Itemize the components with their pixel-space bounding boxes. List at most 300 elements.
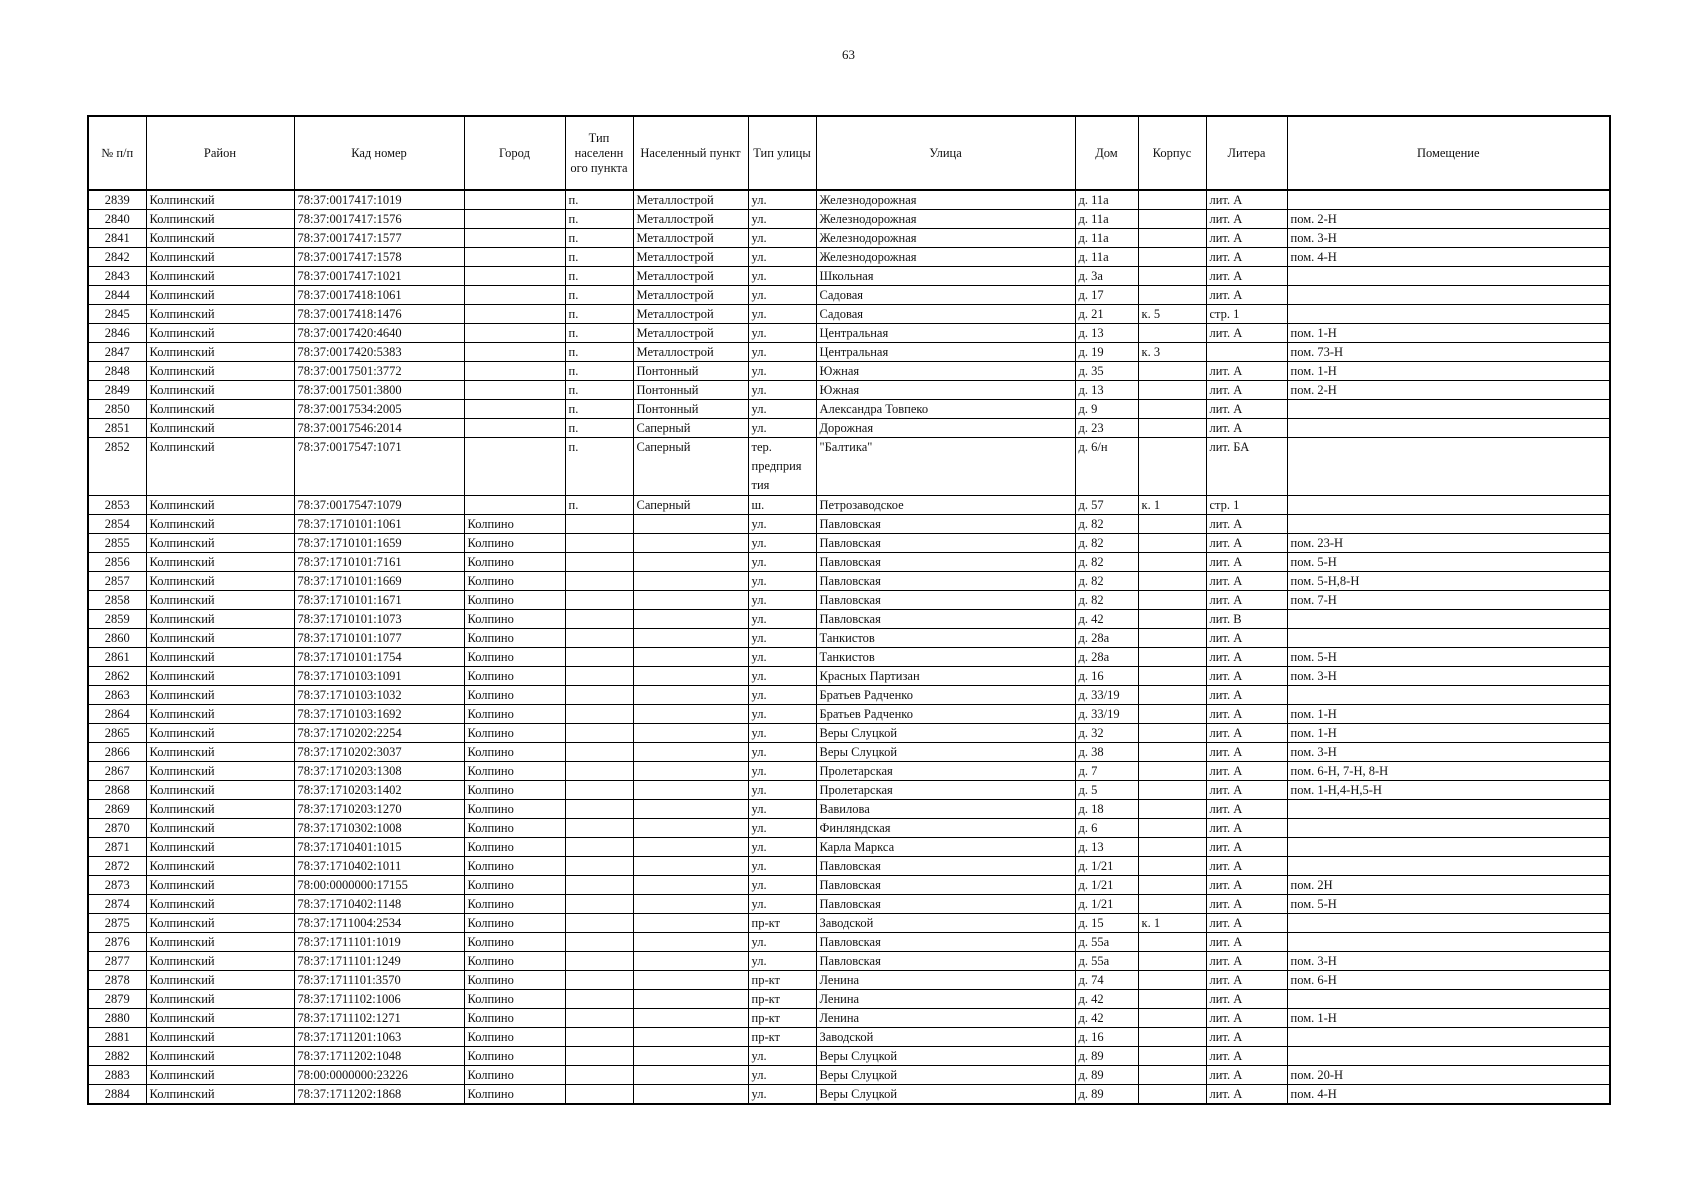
cell-premises (1287, 857, 1610, 876)
cell-locality-type (565, 895, 633, 914)
cell-street-type: ул. (748, 629, 816, 648)
cell-house: д. 19 (1075, 343, 1138, 362)
cell-building (1138, 705, 1206, 724)
cell-cadastral: 78:37:1711102:1271 (294, 1009, 464, 1028)
cell-letter (1206, 343, 1287, 362)
cell-letter: лит. А (1206, 1028, 1287, 1047)
cell-locality-type (565, 1066, 633, 1085)
column-header-cadastral: Кад номер (294, 116, 464, 190)
cell-locality (633, 1047, 748, 1066)
cell-district: Колпинский (146, 990, 294, 1009)
table-row (88, 876, 1610, 895)
cell-house: д. 82 (1075, 553, 1138, 572)
cell-house: д. 89 (1075, 1047, 1138, 1066)
cell-premises (1287, 267, 1610, 286)
cell-district: Колпинский (146, 572, 294, 591)
cell-locality-type: п. (565, 190, 633, 210)
cell-num: 2859 (88, 610, 146, 629)
cell-street: Павловская (816, 857, 1075, 876)
table-row (88, 381, 1610, 400)
cell-building (1138, 534, 1206, 553)
cell-district: Колпинский (146, 496, 294, 515)
cell-house: д. 5 (1075, 781, 1138, 800)
cell-locality: Металлострой (633, 229, 748, 248)
table-row (88, 610, 1610, 629)
cell-letter: лит. А (1206, 952, 1287, 971)
cell-locality: Металлострой (633, 286, 748, 305)
table-row (88, 705, 1610, 724)
cell-building (1138, 838, 1206, 857)
cell-locality (633, 895, 748, 914)
cell-premises (1287, 190, 1610, 210)
cell-letter: лит. А (1206, 248, 1287, 267)
cell-premises: пом. 4-Н (1287, 1085, 1610, 1105)
cell-street: Павловская (816, 572, 1075, 591)
column-header-city: Город (464, 116, 565, 190)
cell-city (464, 210, 565, 229)
column-header-num: № п/п (88, 116, 146, 190)
cell-street-type: ул. (748, 876, 816, 895)
table-row (88, 419, 1610, 438)
cell-house: д. 17 (1075, 286, 1138, 305)
cell-house: д. 16 (1075, 667, 1138, 686)
cell-num: 2866 (88, 743, 146, 762)
cell-district: Колпинский (146, 438, 294, 496)
cell-letter: лит. А (1206, 895, 1287, 914)
cell-street-type: ул. (748, 895, 816, 914)
cell-cadastral: 78:37:1710401:1015 (294, 838, 464, 857)
cell-building (1138, 743, 1206, 762)
cell-street: Вавилова (816, 800, 1075, 819)
cell-street-type: ул. (748, 343, 816, 362)
cell-premises: пом. 1-Н (1287, 324, 1610, 343)
cell-city: Колпино (464, 933, 565, 952)
cell-num: 2851 (88, 419, 146, 438)
cell-district: Колпинский (146, 800, 294, 819)
table-row (88, 229, 1610, 248)
cell-locality-type (565, 857, 633, 876)
cell-locality-type (565, 876, 633, 895)
cell-num: 2883 (88, 1066, 146, 1085)
cell-building (1138, 762, 1206, 781)
cell-letter: лит. А (1206, 762, 1287, 781)
cell-district: Колпинский (146, 724, 294, 743)
cell-building (1138, 381, 1206, 400)
cell-district: Колпинский (146, 210, 294, 229)
cell-street: Павловская (816, 876, 1075, 895)
cell-locality (633, 629, 748, 648)
cell-street: Павловская (816, 952, 1075, 971)
cell-locality (633, 990, 748, 1009)
table-row (88, 210, 1610, 229)
cell-premises (1287, 515, 1610, 534)
cell-letter: лит. А (1206, 591, 1287, 610)
cell-building (1138, 629, 1206, 648)
cell-premises: пом. 20-Н (1287, 1066, 1610, 1085)
cell-num: 2869 (88, 800, 146, 819)
cell-district: Колпинский (146, 952, 294, 971)
cell-letter: стр. 1 (1206, 305, 1287, 324)
table-row (88, 857, 1610, 876)
cell-num: 2884 (88, 1085, 146, 1105)
cell-num: 2873 (88, 876, 146, 895)
cell-building (1138, 1085, 1206, 1105)
cell-house: д. 7 (1075, 762, 1138, 781)
cell-house: д. 6 (1075, 819, 1138, 838)
cell-locality-type (565, 667, 633, 686)
cell-num: 2865 (88, 724, 146, 743)
cell-city: Колпино (464, 629, 565, 648)
cell-locality-type (565, 1028, 633, 1047)
cell-locality-type (565, 553, 633, 572)
cell-cadastral: 78:37:1711101:1019 (294, 933, 464, 952)
cell-house: д. 18 (1075, 800, 1138, 819)
cell-district: Колпинский (146, 895, 294, 914)
cell-city (464, 190, 565, 210)
cell-num: 2849 (88, 381, 146, 400)
cell-num: 2868 (88, 781, 146, 800)
cell-street: Ленина (816, 990, 1075, 1009)
cell-house: д. 23 (1075, 419, 1138, 438)
cell-house: д. 33/19 (1075, 705, 1138, 724)
cell-num: 2861 (88, 648, 146, 667)
table-header-row (88, 116, 1610, 190)
cell-street-type: ул. (748, 286, 816, 305)
cell-letter: лит. А (1206, 1047, 1287, 1066)
cell-letter: лит. А (1206, 1066, 1287, 1085)
cell-street: Заводской (816, 914, 1075, 933)
cell-building: к. 5 (1138, 305, 1206, 324)
cell-city: Колпино (464, 1009, 565, 1028)
cell-locality: Саперный (633, 496, 748, 515)
cell-street: Дорожная (816, 419, 1075, 438)
cell-cadastral: 78:37:0017501:3772 (294, 362, 464, 381)
cell-cadastral: 78:37:0017417:1576 (294, 210, 464, 229)
cell-city (464, 381, 565, 400)
cell-num: 2878 (88, 971, 146, 990)
table-row (88, 952, 1610, 971)
cell-district: Колпинский (146, 971, 294, 990)
cell-letter: лит. А (1206, 648, 1287, 667)
cell-letter: лит. А (1206, 876, 1287, 895)
cell-locality: Металлострой (633, 248, 748, 267)
table-row (88, 400, 1610, 419)
cell-num: 2870 (88, 819, 146, 838)
cell-house: д. 13 (1075, 838, 1138, 857)
cell-locality: Металлострой (633, 324, 748, 343)
table-row (88, 1028, 1610, 1047)
cell-cadastral: 78:37:1710101:1671 (294, 591, 464, 610)
cell-street: Павловская (816, 610, 1075, 629)
table-row (88, 591, 1610, 610)
cell-city: Колпино (464, 952, 565, 971)
cell-locality-type (565, 933, 633, 952)
cell-letter: лит. А (1206, 724, 1287, 743)
cell-street-type: ул. (748, 229, 816, 248)
cell-premises: пом. 5-Н (1287, 553, 1610, 572)
cell-district: Колпинский (146, 381, 294, 400)
cell-city: Колпино (464, 1085, 565, 1105)
cell-cadastral: 78:37:0017418:1476 (294, 305, 464, 324)
cell-street-type: ул. (748, 819, 816, 838)
cell-district: Колпинский (146, 343, 294, 362)
cell-letter: лит. А (1206, 971, 1287, 990)
table-row (88, 800, 1610, 819)
cell-letter: лит. БА (1206, 438, 1287, 496)
cell-district: Колпинский (146, 705, 294, 724)
cell-num: 2882 (88, 1047, 146, 1066)
cell-locality-type (565, 705, 633, 724)
cell-house: д. 82 (1075, 534, 1138, 553)
cell-premises (1287, 1047, 1610, 1066)
cell-locality-type (565, 971, 633, 990)
cell-locality-type (565, 914, 633, 933)
cell-locality (633, 686, 748, 705)
cell-locality-type: п. (565, 400, 633, 419)
column-header-letter: Литера (1206, 116, 1287, 190)
cell-premises: пом. 2-Н (1287, 210, 1610, 229)
cell-building (1138, 1066, 1206, 1085)
cell-street-type: ул. (748, 400, 816, 419)
cell-house: д. 1/21 (1075, 895, 1138, 914)
cell-premises: пом. 1-Н (1287, 362, 1610, 381)
cell-locality: Металлострой (633, 190, 748, 210)
cell-street-type: ул. (748, 190, 816, 210)
cell-street: Веры Слуцкой (816, 1066, 1075, 1085)
cell-premises (1287, 819, 1610, 838)
cell-premises: пом. 1-Н (1287, 1009, 1610, 1028)
cell-locality-type (565, 648, 633, 667)
cell-letter: лит. А (1206, 686, 1287, 705)
cell-street-type: ул. (748, 1085, 816, 1105)
cell-building (1138, 667, 1206, 686)
column-header-street-type: Тип улицы (748, 116, 816, 190)
cell-letter: лит. А (1206, 705, 1287, 724)
cell-locality (633, 1066, 748, 1085)
cell-street: Танкистов (816, 629, 1075, 648)
cell-locality (633, 876, 748, 895)
cell-street-type: ул. (748, 419, 816, 438)
cell-cadastral: 78:00:0000000:23226 (294, 1066, 464, 1085)
cell-district: Колпинский (146, 305, 294, 324)
cell-street-type: ул. (748, 1066, 816, 1085)
cell-premises: пом. 5-Н (1287, 895, 1610, 914)
cell-building (1138, 781, 1206, 800)
column-header-locality: Населенный пункт (633, 116, 748, 190)
cell-locality-type (565, 572, 633, 591)
cell-premises: пом. 3-Н (1287, 743, 1610, 762)
cell-cadastral: 78:37:0017417:1021 (294, 267, 464, 286)
cell-street: Заводской (816, 1028, 1075, 1047)
cell-street-type: ул. (748, 648, 816, 667)
cell-city: Колпино (464, 667, 565, 686)
cell-street: Южная (816, 362, 1075, 381)
cell-num: 2857 (88, 572, 146, 591)
cell-locality-type: п. (565, 248, 633, 267)
cell-locality (633, 705, 748, 724)
cell-num: 2863 (88, 686, 146, 705)
cell-locality-type (565, 800, 633, 819)
cell-letter: лит. А (1206, 572, 1287, 591)
cell-premises (1287, 400, 1610, 419)
cell-locality-type: п. (565, 362, 633, 381)
cell-premises (1287, 800, 1610, 819)
cell-num: 2840 (88, 210, 146, 229)
cell-city (464, 496, 565, 515)
cell-street: Пролетарская (816, 781, 1075, 800)
cell-premises: пом. 6-Н (1287, 971, 1610, 990)
cell-premises: пом. 2-Н (1287, 381, 1610, 400)
table-row (88, 305, 1610, 324)
cell-city (464, 267, 565, 286)
cell-num: 2847 (88, 343, 146, 362)
cell-street: Центральная (816, 324, 1075, 343)
cell-city: Колпино (464, 686, 565, 705)
cell-building (1138, 1047, 1206, 1066)
cell-letter: лит. А (1206, 400, 1287, 419)
cell-street-type: пр-кт (748, 914, 816, 933)
cell-street-type: ул. (748, 534, 816, 553)
cell-building (1138, 933, 1206, 952)
cell-letter: лит. А (1206, 667, 1287, 686)
cell-house: д. 21 (1075, 305, 1138, 324)
cell-street: Ленина (816, 971, 1075, 990)
cell-street: Веры Слуцкой (816, 1047, 1075, 1066)
cell-house: д. 11а (1075, 210, 1138, 229)
table-row (88, 648, 1610, 667)
cell-locality (633, 933, 748, 952)
cell-building (1138, 419, 1206, 438)
cell-locality-type: п. (565, 324, 633, 343)
cell-premises (1287, 1028, 1610, 1047)
cell-street: "Балтика" (816, 438, 1075, 496)
cell-house: д. 13 (1075, 324, 1138, 343)
cell-num: 2839 (88, 190, 146, 210)
cell-locality-type (565, 781, 633, 800)
cell-letter: лит. А (1206, 819, 1287, 838)
cell-locality-type: п. (565, 305, 633, 324)
cell-district: Колпинский (146, 933, 294, 952)
cell-locality-type: п. (565, 343, 633, 362)
cell-cadastral: 78:37:1710101:1077 (294, 629, 464, 648)
cell-building (1138, 952, 1206, 971)
cell-district: Колпинский (146, 229, 294, 248)
cell-locality (633, 591, 748, 610)
cell-premises (1287, 610, 1610, 629)
cell-premises: пом. 1-Н (1287, 724, 1610, 743)
cell-district: Колпинский (146, 515, 294, 534)
table-body (88, 190, 1610, 1104)
cell-cadastral: 78:37:1711202:1868 (294, 1085, 464, 1105)
cell-street: Железнодорожная (816, 190, 1075, 210)
cell-street: Железнодорожная (816, 229, 1075, 248)
cell-num: 2881 (88, 1028, 146, 1047)
cell-locality (633, 1009, 748, 1028)
cell-locality: Понтонный (633, 381, 748, 400)
cell-district: Колпинский (146, 914, 294, 933)
cell-letter: лит. А (1206, 1085, 1287, 1105)
cell-street: Веры Слуцкой (816, 724, 1075, 743)
cell-city: Колпино (464, 781, 565, 800)
cell-premises: пом. 23-Н (1287, 534, 1610, 553)
cell-locality: Металлострой (633, 210, 748, 229)
cell-cadastral: 78:37:1711101:3570 (294, 971, 464, 990)
table-row (88, 534, 1610, 553)
cell-cadastral: 78:37:1710103:1032 (294, 686, 464, 705)
cell-cadastral: 78:37:1710203:1402 (294, 781, 464, 800)
cell-premises (1287, 990, 1610, 1009)
cell-num: 2841 (88, 229, 146, 248)
cell-city: Колпино (464, 800, 565, 819)
cell-city (464, 438, 565, 496)
column-header-locality-type: Тип населенн ого пункта (565, 116, 633, 190)
cell-premises: пом. 1-Н,4-Н,5-Н (1287, 781, 1610, 800)
cell-district: Колпинский (146, 1028, 294, 1047)
cell-street: Павловская (816, 933, 1075, 952)
table-row (88, 553, 1610, 572)
cell-cadastral: 78:37:1710402:1011 (294, 857, 464, 876)
cell-num: 2880 (88, 1009, 146, 1028)
cell-cadastral: 78:37:0017420:4640 (294, 324, 464, 343)
table-row (88, 343, 1610, 362)
cell-premises (1287, 438, 1610, 496)
cell-building (1138, 971, 1206, 990)
cell-street-type: пр-кт (748, 1028, 816, 1047)
cell-locality-type: п. (565, 229, 633, 248)
cell-district: Колпинский (146, 648, 294, 667)
cell-locality-type (565, 1047, 633, 1066)
cell-street-type: ул. (748, 553, 816, 572)
cell-district: Колпинский (146, 686, 294, 705)
cell-district: Колпинский (146, 629, 294, 648)
cell-cadastral: 78:37:1710101:1754 (294, 648, 464, 667)
cell-num: 2844 (88, 286, 146, 305)
table-row (88, 1047, 1610, 1066)
table-row (88, 515, 1610, 534)
cell-num: 2852 (88, 438, 146, 496)
cell-num: 2879 (88, 990, 146, 1009)
cell-district: Колпинский (146, 667, 294, 686)
cell-street-type: ул. (748, 933, 816, 952)
cell-house: д. 9 (1075, 400, 1138, 419)
cell-house: д. 82 (1075, 515, 1138, 534)
cell-street-type: ул. (748, 210, 816, 229)
table-row (88, 762, 1610, 781)
cell-locality-type: п. (565, 210, 633, 229)
cell-locality (633, 819, 748, 838)
cell-street: Карла Маркса (816, 838, 1075, 857)
table-row (88, 819, 1610, 838)
cell-num: 2845 (88, 305, 146, 324)
cell-premises (1287, 914, 1610, 933)
cell-house: д. 32 (1075, 724, 1138, 743)
cell-street-type: ул. (748, 857, 816, 876)
cell-district: Колпинский (146, 534, 294, 553)
table-row (88, 190, 1610, 210)
cell-street: Пролетарская (816, 762, 1075, 781)
cell-district: Колпинский (146, 324, 294, 343)
cell-num: 2854 (88, 515, 146, 534)
cell-house: д. 1/21 (1075, 876, 1138, 895)
cell-district: Колпинский (146, 1009, 294, 1028)
cell-city: Колпино (464, 743, 565, 762)
cell-cadastral: 78:37:1710203:1270 (294, 800, 464, 819)
cell-building (1138, 229, 1206, 248)
cell-district: Колпинский (146, 362, 294, 381)
cell-street-type: пр-кт (748, 990, 816, 1009)
cell-city: Колпино (464, 724, 565, 743)
cell-house: д. 42 (1075, 610, 1138, 629)
